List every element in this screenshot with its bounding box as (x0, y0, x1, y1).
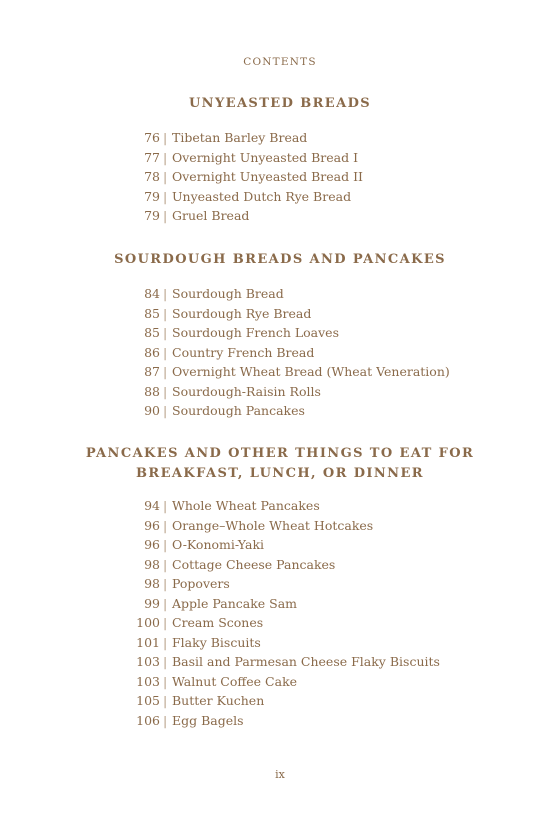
page-number: 101 (136, 634, 160, 650)
toc-entry[interactable] (0, 672, 560, 692)
separator: | (163, 673, 168, 689)
toc-list (0, 128, 560, 226)
separator: | (163, 208, 168, 223)
toc-entry[interactable] (0, 187, 560, 207)
entry-title: Overnight Wheat Bread (Wheat Veneration) (172, 364, 450, 379)
entry-title: Cottage Cheese Pancakes (172, 556, 336, 572)
section-pancakes-and-other-things (0, 444, 560, 730)
separator: | (163, 498, 168, 513)
toc-entry[interactable] (0, 516, 560, 536)
separator: | (163, 693, 168, 708)
toc-entry[interactable] (0, 613, 560, 633)
toc-entry[interactable] (0, 574, 560, 594)
section-sourdough-breads (0, 250, 560, 421)
section-title-line: UNYEASTED BREADS (188, 96, 372, 111)
page-number: 98 (144, 556, 160, 572)
section-title-line: BREAKFAST, LUNCH, OR DINNER (136, 466, 424, 481)
toc-entry[interactable] (0, 496, 560, 516)
page-number: 103 (136, 673, 160, 689)
toc-entry[interactable] (0, 535, 560, 555)
separator: | (163, 712, 168, 728)
separator: | (163, 344, 168, 360)
separator: | (163, 517, 168, 533)
section-unyeasted-breads (0, 94, 560, 226)
toc-entry[interactable] (0, 206, 560, 226)
toc-entry[interactable] (0, 633, 560, 653)
entry-title: O-Konomi-Yaki (172, 537, 265, 552)
toc-entry[interactable] (0, 148, 560, 168)
toc-entry[interactable] (0, 652, 560, 672)
separator: | (163, 615, 168, 630)
entry-title: Sourdough Bread (172, 286, 284, 301)
toc-entry[interactable] (0, 362, 560, 382)
entry-title: Orange–Whole Wheat Hotcakes (172, 517, 374, 533)
entry-title: Walnut Coffee Cake (172, 673, 298, 689)
page-number: 94 (144, 498, 160, 513)
section-title (0, 444, 560, 484)
page-number: 96 (144, 537, 160, 552)
page-number: 77 (144, 149, 160, 165)
toc-entry[interactable] (0, 128, 560, 148)
toc-entry[interactable] (0, 594, 560, 614)
separator: | (163, 537, 168, 552)
page-number: 78 (144, 169, 160, 184)
separator: | (163, 556, 168, 572)
page-folio: ix (275, 768, 285, 781)
entry-title: Sourdough-Raisin Rolls (172, 383, 321, 399)
page-number: 76 (144, 130, 160, 145)
entry-title: Unyeasted Dutch Rye Bread (172, 188, 352, 204)
separator: | (163, 595, 168, 611)
separator: | (163, 286, 168, 301)
entry-title: Country French Bread (172, 344, 315, 360)
separator: | (163, 403, 168, 418)
entry-title: Sourdough Rye Bread (172, 305, 312, 321)
separator: | (163, 169, 168, 184)
entry-title: Egg Bagels (172, 712, 244, 728)
page-number: 103 (136, 654, 160, 669)
page-number: 79 (144, 188, 160, 204)
toc-entry[interactable] (0, 167, 560, 187)
separator: | (163, 634, 168, 650)
toc-list (0, 284, 560, 421)
page-number: 84 (144, 286, 160, 301)
page-number: 79 (144, 208, 160, 223)
entry-title: Overnight Unyeasted Bread II (172, 169, 363, 184)
toc-entry[interactable] (0, 343, 560, 363)
entry-title: Flaky Biscuits (172, 634, 261, 650)
separator: | (163, 654, 168, 669)
entry-title: Gruel Bread (172, 208, 250, 223)
running-head: CONTENTS (243, 56, 317, 68)
toc-entry[interactable] (0, 284, 560, 304)
toc-entry[interactable] (0, 711, 560, 731)
separator: | (163, 364, 168, 379)
toc-entry[interactable] (0, 304, 560, 324)
toc-entry[interactable] (0, 382, 560, 402)
toc-entry[interactable] (0, 555, 560, 575)
page-number: 106 (136, 712, 160, 728)
entry-title: Apple Pancake Sam (172, 595, 298, 611)
page-number: 87 (144, 364, 160, 379)
page-number: 98 (144, 576, 160, 591)
toc-entry[interactable] (0, 401, 560, 421)
entry-title: Tibetan Barley Bread (172, 130, 308, 145)
separator: | (163, 325, 168, 340)
entry-title: Whole Wheat Pancakes (172, 498, 320, 513)
entry-title: Overnight Unyeasted Bread I (172, 149, 359, 165)
separator: | (163, 576, 168, 591)
separator: | (163, 149, 168, 165)
entry-title: Sourdough Pancakes (172, 403, 305, 418)
page-number: 96 (144, 517, 160, 533)
page-number: 90 (144, 403, 160, 418)
section-title-line: PANCAKES AND OTHER THINGS TO EAT FOR (85, 446, 475, 461)
entry-title: Cream Scones (172, 615, 264, 630)
page-number: 105 (136, 693, 160, 708)
entry-title: Sourdough French Loaves (172, 325, 339, 340)
section-title (0, 94, 560, 114)
entry-title: Butter Kuchen (172, 693, 265, 708)
separator: | (163, 383, 168, 399)
separator: | (163, 188, 168, 204)
toc-entry[interactable] (0, 323, 560, 343)
toc-list (0, 496, 560, 730)
entry-title: Popovers (172, 576, 230, 591)
page-number: 88 (144, 383, 160, 399)
entry-title: Basil and Parmesan Cheese Flaky Biscuits (172, 654, 440, 669)
page-number: 100 (136, 615, 160, 630)
page-number: 86 (144, 344, 160, 360)
separator: | (163, 130, 168, 145)
page-number: 99 (144, 595, 160, 611)
page-number: 85 (144, 305, 160, 321)
page-number: 85 (144, 325, 160, 340)
separator: | (163, 305, 168, 321)
section-title (0, 250, 560, 270)
section-title-line: SOURDOUGH BREADS AND PANCAKES (114, 252, 446, 267)
toc-entry[interactable] (0, 691, 560, 711)
